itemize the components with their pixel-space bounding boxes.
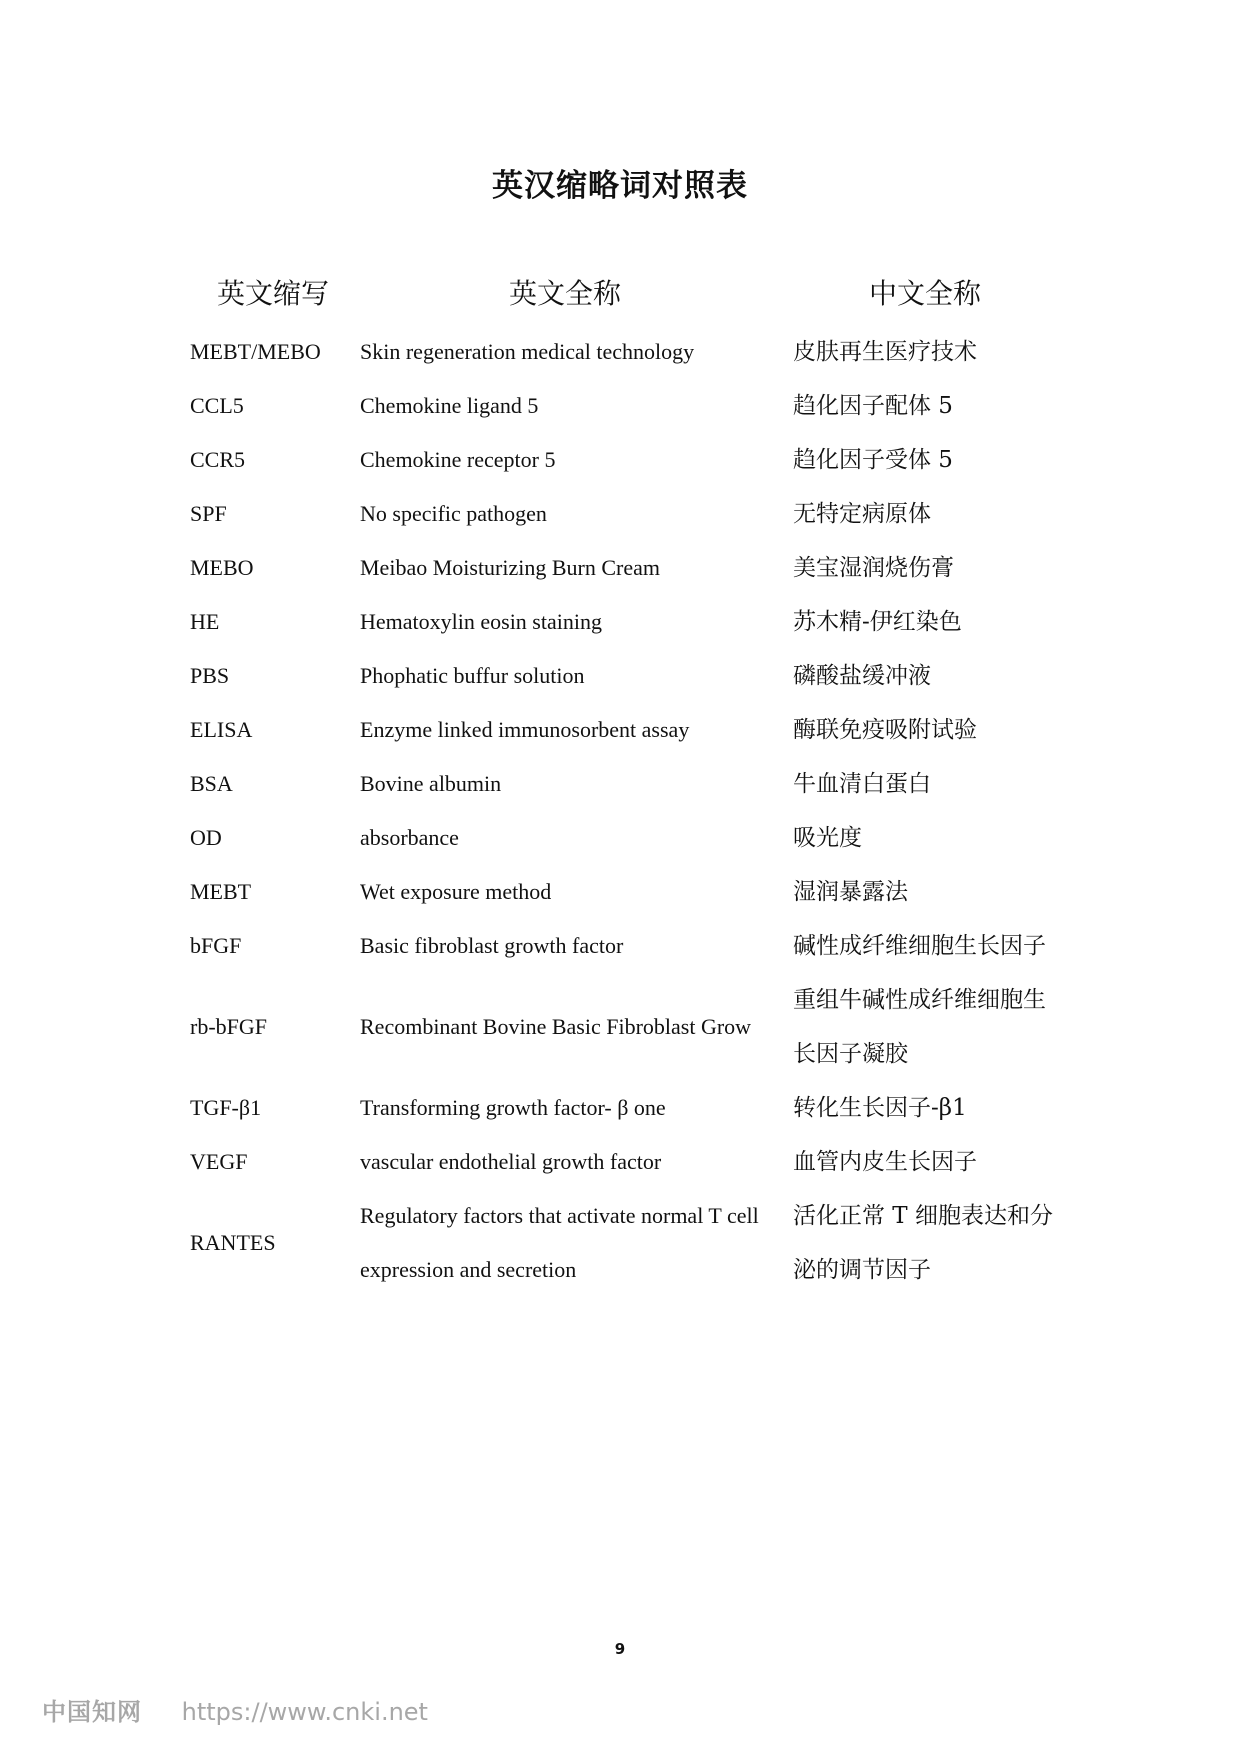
abbr-cell: rb-bFGF xyxy=(190,1014,268,1039)
table-row xyxy=(0,379,1240,433)
english-cell: Chemokine ligand 5 xyxy=(360,393,539,418)
chinese-cell: 苏木精-伊红染色 xyxy=(793,609,962,635)
chinese-cell: 皮肤再生医疗技术 xyxy=(793,339,977,365)
english-cell: absorbance xyxy=(360,825,459,850)
chinese-cell: 酶联免疫吸附试验 xyxy=(793,717,977,743)
table-row xyxy=(0,433,1240,487)
abbr-cell: CCR5 xyxy=(190,447,246,472)
abbr-cell: CCL5 xyxy=(190,393,244,418)
table-row xyxy=(0,1081,1240,1135)
english-cell: vascular endothelial growth factor xyxy=(360,1149,662,1174)
header-english-full-name: 英文全称 xyxy=(508,277,621,310)
cnki-logo: 中国知网 xyxy=(42,1698,142,1726)
chinese-cell: 转化生长因子-β1 xyxy=(793,1095,967,1121)
abbr-cell: VEGF xyxy=(190,1149,248,1174)
chinese-cell: 活化正常 T 细胞表达和分泌的调节因子 xyxy=(793,1203,1053,1283)
chinese-cell: 重组牛碱性成纤维细胞生长因子凝胶 xyxy=(793,987,1046,1067)
english-cell: Hematoxylin eosin staining xyxy=(360,609,602,634)
english-cell: Regulatory factors that activate normal T cell expression and secretion xyxy=(360,1203,759,1282)
english-cell: No specific pathogen xyxy=(360,501,547,526)
abbr-cell: ELISA xyxy=(190,717,253,742)
abbr-cell: BSA xyxy=(190,771,233,796)
chinese-cell: 趋化因子配体 5 xyxy=(793,393,953,419)
english-cell: Chemokine receptor 5 xyxy=(360,447,556,472)
chinese-cell: 湿润暴露法 xyxy=(793,879,908,905)
english-cell: Recombinant Bovine Basic Fibroblast Grow xyxy=(360,1014,752,1039)
chinese-cell: 碱性成纤维细胞生长因子 xyxy=(793,933,1046,959)
table-row xyxy=(0,487,1240,541)
table-row xyxy=(0,973,1240,1081)
chinese-cell: 牛血清白蛋白 xyxy=(793,771,931,797)
table-row xyxy=(0,919,1240,973)
abbreviation-table xyxy=(0,325,1240,1297)
chinese-cell: 血管内皮生长因子 xyxy=(793,1149,977,1175)
table-row xyxy=(0,595,1240,649)
page-title: 英汉缩略词对照表 xyxy=(492,168,748,204)
abbr-cell: HE xyxy=(190,609,220,634)
table-row xyxy=(0,1189,1240,1297)
english-cell: Wet exposure method xyxy=(360,879,552,904)
table-row xyxy=(0,1135,1240,1189)
watermark xyxy=(42,1692,428,1727)
abbr-cell: bFGF xyxy=(190,933,242,958)
abbr-cell: TGF-β1 xyxy=(190,1095,262,1120)
abbr-cell: PBS xyxy=(190,663,230,688)
chinese-cell: 趋化因子受体 5 xyxy=(793,447,953,473)
table-row xyxy=(0,541,1240,595)
chinese-cell: 磷酸盐缓冲液 xyxy=(793,663,931,689)
abbr-cell: OD xyxy=(190,825,222,850)
header-chinese-full-name: 中文全称 xyxy=(868,277,981,310)
english-cell: Transforming growth factor- β one xyxy=(360,1095,666,1120)
page-number: 9 xyxy=(614,1640,626,1658)
chinese-cell: 美宝湿润烧伤膏 xyxy=(793,555,954,581)
table-row xyxy=(0,757,1240,811)
abbr-cell: RANTES xyxy=(190,1230,276,1255)
english-cell: Phophatic buffur solution xyxy=(360,663,585,688)
table-row xyxy=(0,325,1240,379)
abbr-cell: SPF xyxy=(190,501,227,526)
table-row xyxy=(0,703,1240,757)
abbr-cell: MEBT xyxy=(190,879,252,904)
chinese-cell: 无特定病原体 xyxy=(793,501,931,527)
english-cell: Bovine albumin xyxy=(360,771,502,796)
abbr-cell: MEBT/MEBO xyxy=(190,339,321,364)
watermark-url: https://www.cnki.net xyxy=(181,1698,428,1726)
table-row xyxy=(0,649,1240,703)
table-row xyxy=(0,865,1240,919)
english-cell: Basic fibroblast growth factor xyxy=(360,933,624,958)
english-cell: Enzyme linked immunosorbent assay xyxy=(360,717,690,742)
english-cell: Skin regeneration medical technology xyxy=(360,339,695,364)
table-row xyxy=(0,811,1240,865)
header-abbreviation: 英文缩写 xyxy=(216,277,329,310)
abbr-cell: MEBO xyxy=(190,555,254,580)
chinese-cell: 吸光度 xyxy=(793,825,862,851)
table-header xyxy=(0,272,1240,312)
english-cell: Meibao Moisturizing Burn Cream xyxy=(360,555,661,580)
